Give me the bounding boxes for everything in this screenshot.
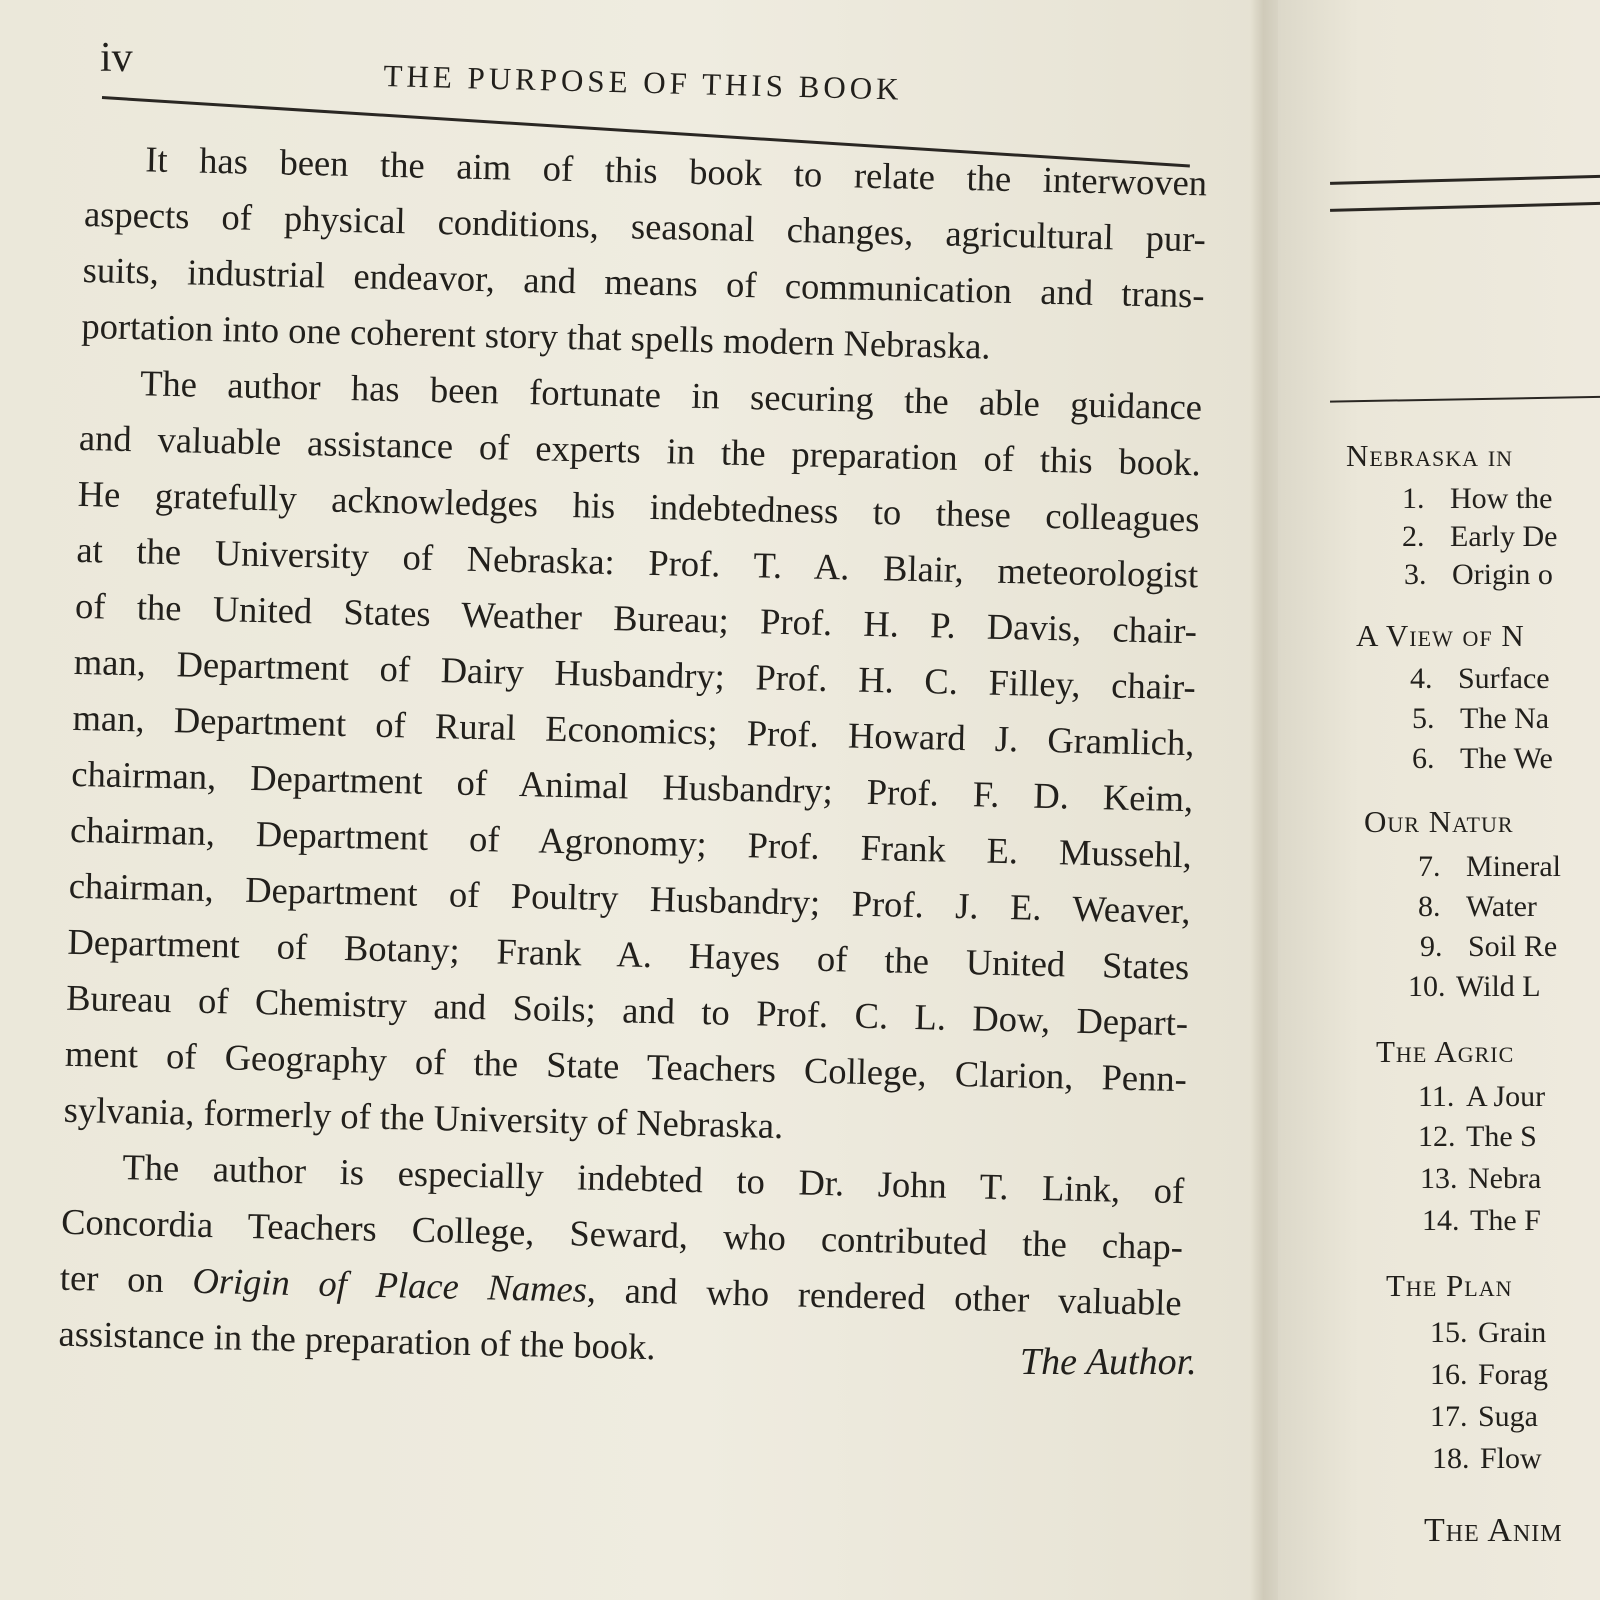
toc-item-number: 7. bbox=[1418, 850, 1441, 883]
toc-item bbox=[1418, 850, 1561, 884]
toc-item bbox=[1430, 1400, 1538, 1434]
toc-item-number: 14. bbox=[1422, 1204, 1460, 1237]
text-line: aspects of physical conditions, seasonal changes, agricultural pur- bbox=[83, 192, 1207, 260]
text-line: chairman, Department of Poultry Husbandry; Prof. J. E. Weaver, bbox=[68, 864, 1192, 932]
decorative-rule bbox=[1330, 395, 1600, 402]
text-line: chairman, Department of Animal Husbandry; Prof. F. D. Keim, bbox=[70, 752, 1194, 820]
text-line: man, Department of Dairy Husbandry; Prof. H. C. Filley, chair- bbox=[73, 640, 1197, 708]
toc-item-title: Early De bbox=[1450, 520, 1558, 553]
toc-item-number: 6. bbox=[1412, 742, 1435, 775]
toc-item-number: 13. bbox=[1420, 1162, 1458, 1195]
toc-item-title: Wild L bbox=[1456, 970, 1541, 1003]
text-span: , and who rendered other valuable bbox=[586, 1268, 1183, 1324]
text-span: ter on bbox=[59, 1256, 193, 1301]
toc-item-number: 5. bbox=[1412, 702, 1435, 735]
toc-item-title: Flow bbox=[1480, 1442, 1542, 1475]
signature: The Author. bbox=[1020, 1341, 1197, 1383]
toc-section-title: A View of N bbox=[1356, 618, 1525, 653]
page-number: iv bbox=[100, 35, 133, 81]
text-line: and valuable assistance of experts in the preparation of this book. bbox=[78, 416, 1202, 484]
toc-item bbox=[1430, 1316, 1546, 1350]
toc-item-title: A Jour bbox=[1466, 1080, 1546, 1113]
toc-item bbox=[1418, 1080, 1545, 1114]
toc-item-number: 11. bbox=[1418, 1080, 1455, 1113]
toc-item-title: Surface bbox=[1458, 662, 1550, 695]
toc-item bbox=[1420, 1162, 1541, 1196]
toc-item bbox=[1402, 520, 1557, 554]
toc-item-title: Suga bbox=[1478, 1400, 1538, 1433]
decorative-rule bbox=[1330, 174, 1600, 185]
text-line: It has been the aim of this book to relate the interwoven bbox=[144, 138, 1208, 204]
toc-item-title: Mineral bbox=[1466, 850, 1561, 883]
toc-item-number: 18. bbox=[1432, 1442, 1470, 1475]
toc-item-title: The We bbox=[1460, 742, 1553, 775]
text-line: sylvania, formerly of the University of Nebraska. bbox=[63, 1088, 784, 1147]
toc-item-title: Water bbox=[1466, 890, 1537, 923]
toc-item bbox=[1418, 1120, 1537, 1154]
text-line: Bureau of Chemistry and Soils; and to Prof. C. L. Dow, Depart- bbox=[65, 976, 1189, 1044]
toc-item-title: How the bbox=[1450, 482, 1553, 515]
toc-item-title: Origin o bbox=[1452, 558, 1553, 591]
toc-item bbox=[1408, 970, 1541, 1004]
toc-item-number: 1. bbox=[1402, 482, 1425, 515]
toc-section-title: The Anim bbox=[1424, 1512, 1563, 1549]
toc-item-number: 15. bbox=[1430, 1316, 1468, 1349]
decorative-rule bbox=[1330, 201, 1600, 212]
toc-section-title: Our Natur bbox=[1364, 804, 1514, 839]
text-line: chairman, Department of Agronomy; Prof. Frank E. Mussehl, bbox=[69, 808, 1193, 876]
text-line: Concordia Teachers College, Seward, who contributed the chap- bbox=[60, 1200, 1184, 1268]
text-line: suits, industrial endeavor, and means of communication and trans- bbox=[82, 248, 1206, 316]
toc-item-title: Soil Re bbox=[1468, 930, 1558, 963]
running-head: THE PURPOSE OF THIS BOOK bbox=[383, 58, 903, 107]
text-line: Department of Botany; Frank A. Hayes of the United States bbox=[67, 920, 1190, 988]
toc-item bbox=[1418, 890, 1537, 924]
toc-item bbox=[1404, 558, 1553, 592]
italic-title: Origin of Place Names bbox=[192, 1259, 588, 1310]
text-line: man, Department of Rural Economics; Prof. Howard J. Gramlich, bbox=[72, 696, 1195, 764]
toc-item bbox=[1410, 662, 1550, 696]
text-line: assistance in the preparation of the book. bbox=[58, 1312, 657, 1368]
toc-item-number: 3. bbox=[1404, 558, 1427, 591]
toc-item-title: Grain bbox=[1478, 1316, 1547, 1349]
toc-item-number: 16. bbox=[1430, 1358, 1468, 1391]
toc-item bbox=[1430, 1358, 1548, 1392]
toc-item-number: 12. bbox=[1418, 1120, 1456, 1153]
book-gutter bbox=[1250, 0, 1280, 1600]
toc-item-title: Forag bbox=[1478, 1358, 1548, 1391]
toc-item bbox=[1420, 930, 1557, 964]
text-line: ment of Geography of the State Teachers College, Clarion, Penn- bbox=[64, 1032, 1188, 1100]
text-line: The author is especially indebted to Dr. John T. Link, of bbox=[122, 1146, 1185, 1212]
toc-item bbox=[1402, 482, 1552, 516]
body-text bbox=[58, 130, 1208, 1387]
toc-item-title: The F bbox=[1470, 1204, 1541, 1237]
toc-section-title: The Plan bbox=[1386, 1268, 1513, 1303]
toc-item-number: 17. bbox=[1430, 1400, 1468, 1433]
toc-item-number: 2. bbox=[1402, 520, 1425, 553]
toc-item-number: 4. bbox=[1410, 662, 1433, 695]
toc-item bbox=[1422, 1204, 1541, 1238]
text-line: of the United States Weather Bureau; Prof. H. P. Davis, chair- bbox=[74, 584, 1198, 652]
toc-item-title: The Na bbox=[1460, 702, 1550, 735]
toc-item bbox=[1432, 1442, 1542, 1476]
toc-item bbox=[1412, 742, 1553, 776]
text-line: The author has been fortunate in securing the able guidance bbox=[139, 362, 1203, 428]
toc-item-number: 10. bbox=[1408, 970, 1446, 1003]
text-line: He gratefully acknowledges his indebtedness to these colleagues bbox=[77, 472, 1200, 540]
toc-item-number: 8. bbox=[1418, 890, 1441, 923]
toc-item-title: Nebra bbox=[1468, 1162, 1542, 1195]
text-line: portation into one coherent story that spells modern Nebraska. bbox=[81, 304, 992, 367]
text-line: at the University of Nebraska: Prof. T. A. Blair, meteorologist bbox=[76, 528, 1199, 596]
right-page bbox=[1278, 0, 1600, 1600]
toc-item-title: The S bbox=[1466, 1120, 1537, 1153]
toc-section-title: Nebraska in bbox=[1346, 438, 1514, 473]
toc-item bbox=[1412, 702, 1549, 736]
toc-item-number: 9. bbox=[1420, 930, 1443, 963]
toc-section-title: The Agric bbox=[1376, 1034, 1515, 1069]
